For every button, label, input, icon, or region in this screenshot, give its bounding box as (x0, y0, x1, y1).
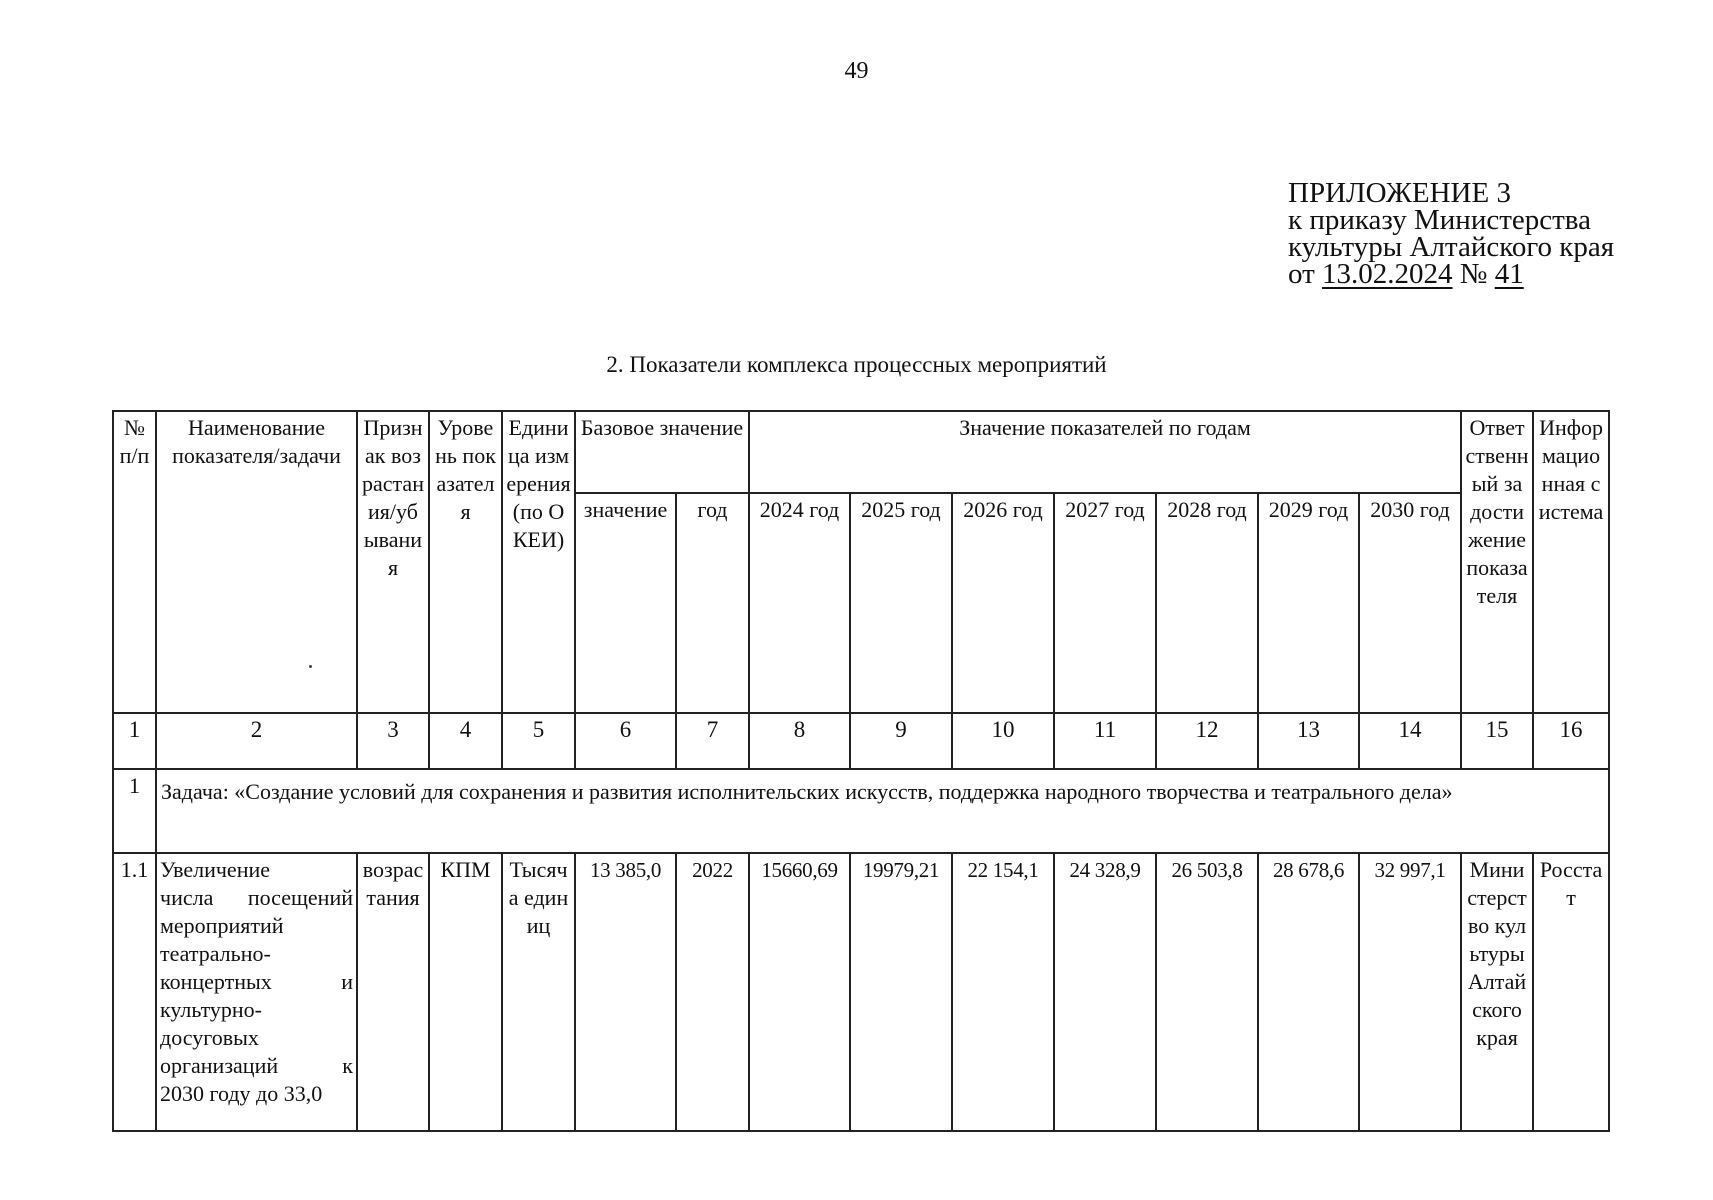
column-number: 1 (113, 713, 156, 769)
column-number-row (113, 713, 1609, 769)
column-number: 13 (1258, 713, 1359, 769)
indicators-table (112, 410, 1610, 1132)
appendix-date-line (1288, 258, 1708, 290)
appendix-number-label: № (1459, 258, 1488, 290)
header-row-1 (113, 411, 1609, 493)
task-number: 1 (113, 769, 156, 853)
task-text: Задача: «Создание условий для сохранения и развития исполнительских искусств, поддержка народного творчества и театрального дела» (156, 769, 1609, 853)
appendix-date: 13.02.2024 (1322, 258, 1453, 290)
column-number: 3 (357, 713, 429, 769)
column-number: 15 (1461, 713, 1533, 769)
column-number: 4 (429, 713, 502, 769)
column-number: 6 (575, 713, 676, 769)
header-base-value: значение (575, 493, 676, 713)
header-info-system: Информационная система (1533, 411, 1609, 713)
header-year-2024: 2024 год (749, 493, 850, 713)
appendix-from-label: от (1288, 258, 1315, 290)
indicator-name-line: концертных и (160, 969, 353, 994)
base-year: 2022 (676, 853, 749, 1131)
column-number: 10 (952, 713, 1054, 769)
appendix-title: ПРИЛОЖЕНИЕ 3 (1288, 177, 1511, 209)
column-number: 5 (502, 713, 575, 769)
header-base-group: Базовое значение (575, 411, 749, 493)
indicator-name-line: культурно- (160, 997, 263, 1022)
info-system: Росстат (1533, 853, 1609, 1131)
column-number: 9 (850, 713, 952, 769)
value-2030: 32 997,1 (1359, 853, 1461, 1131)
header-sign: Признак возрастания/убывания (357, 411, 429, 713)
column-number: 7 (676, 713, 749, 769)
column-number: 11 (1054, 713, 1156, 769)
scan-speck (309, 665, 312, 668)
indicator-name-line: 2030 году до 33,0 (160, 1081, 323, 1106)
value-2029: 28 678,6 (1258, 853, 1359, 1131)
indicator-name-line: театрально- (160, 941, 271, 966)
base-value: 13 385,0 (575, 853, 676, 1131)
appendix-line-2: культуры Алтайского края (1288, 231, 1615, 263)
column-number: 12 (1156, 713, 1258, 769)
header-year-2028: 2028 год (1156, 493, 1258, 713)
page-number: 49 (844, 58, 869, 84)
indicator-name-line: числа посещений (160, 885, 353, 910)
header-num: № п/п (113, 411, 156, 713)
indicator-name (156, 853, 357, 1131)
row-number: 1.1 (113, 853, 156, 1131)
indicator-name-line: организаций к (160, 1053, 353, 1078)
header-name: Наименование показателя/задачи (156, 411, 357, 713)
value-2027: 24 328,9 (1054, 853, 1156, 1131)
header-year-2027: 2027 год (1054, 493, 1156, 713)
indicator-sign: возрастания (357, 853, 429, 1131)
header-year-2025: 2025 год (850, 493, 952, 713)
header-year-2029: 2029 год (1258, 493, 1359, 713)
header-years-group: Значение показателей по годам (749, 411, 1461, 493)
responsible: Министерство культуры Алтайского края (1461, 853, 1533, 1131)
header-year-2026: 2026 год (952, 493, 1054, 713)
appendix-number: 41 (1494, 258, 1524, 290)
appendix-line-1: к приказу Министерства (1288, 204, 1591, 236)
appendix-block (1288, 177, 1708, 290)
column-number: 16 (1533, 713, 1609, 769)
header-unit: Единица измерения (по ОКЕИ) (502, 411, 575, 713)
indicator-name-line: досуговых (160, 1025, 259, 1050)
header-base-year: год (676, 493, 749, 713)
column-number: 14 (1359, 713, 1461, 769)
value-2028: 26 503,8 (1156, 853, 1258, 1131)
value-2024: 15660,69 (749, 853, 850, 1131)
indicator-name-line: Увеличение (160, 857, 271, 882)
table-row (113, 853, 1609, 1131)
header-year-2030: 2030 год (1359, 493, 1461, 713)
indicator-unit: Тысяча единиц (502, 853, 575, 1131)
section-title: 2. Показатели комплекса процессных мероприятий (606, 352, 1107, 377)
header-responsible: Ответственный за достижение показателя (1461, 411, 1533, 713)
value-2025: 19979,21 (850, 853, 952, 1131)
column-number: 8 (749, 713, 850, 769)
task-row (113, 769, 1609, 853)
indicator-level: КПМ (429, 853, 502, 1131)
column-number: 2 (156, 713, 357, 769)
indicator-name-line: мероприятий (160, 913, 284, 938)
header-level: Уровень показателя (429, 411, 502, 713)
value-2026: 22 154,1 (952, 853, 1054, 1131)
